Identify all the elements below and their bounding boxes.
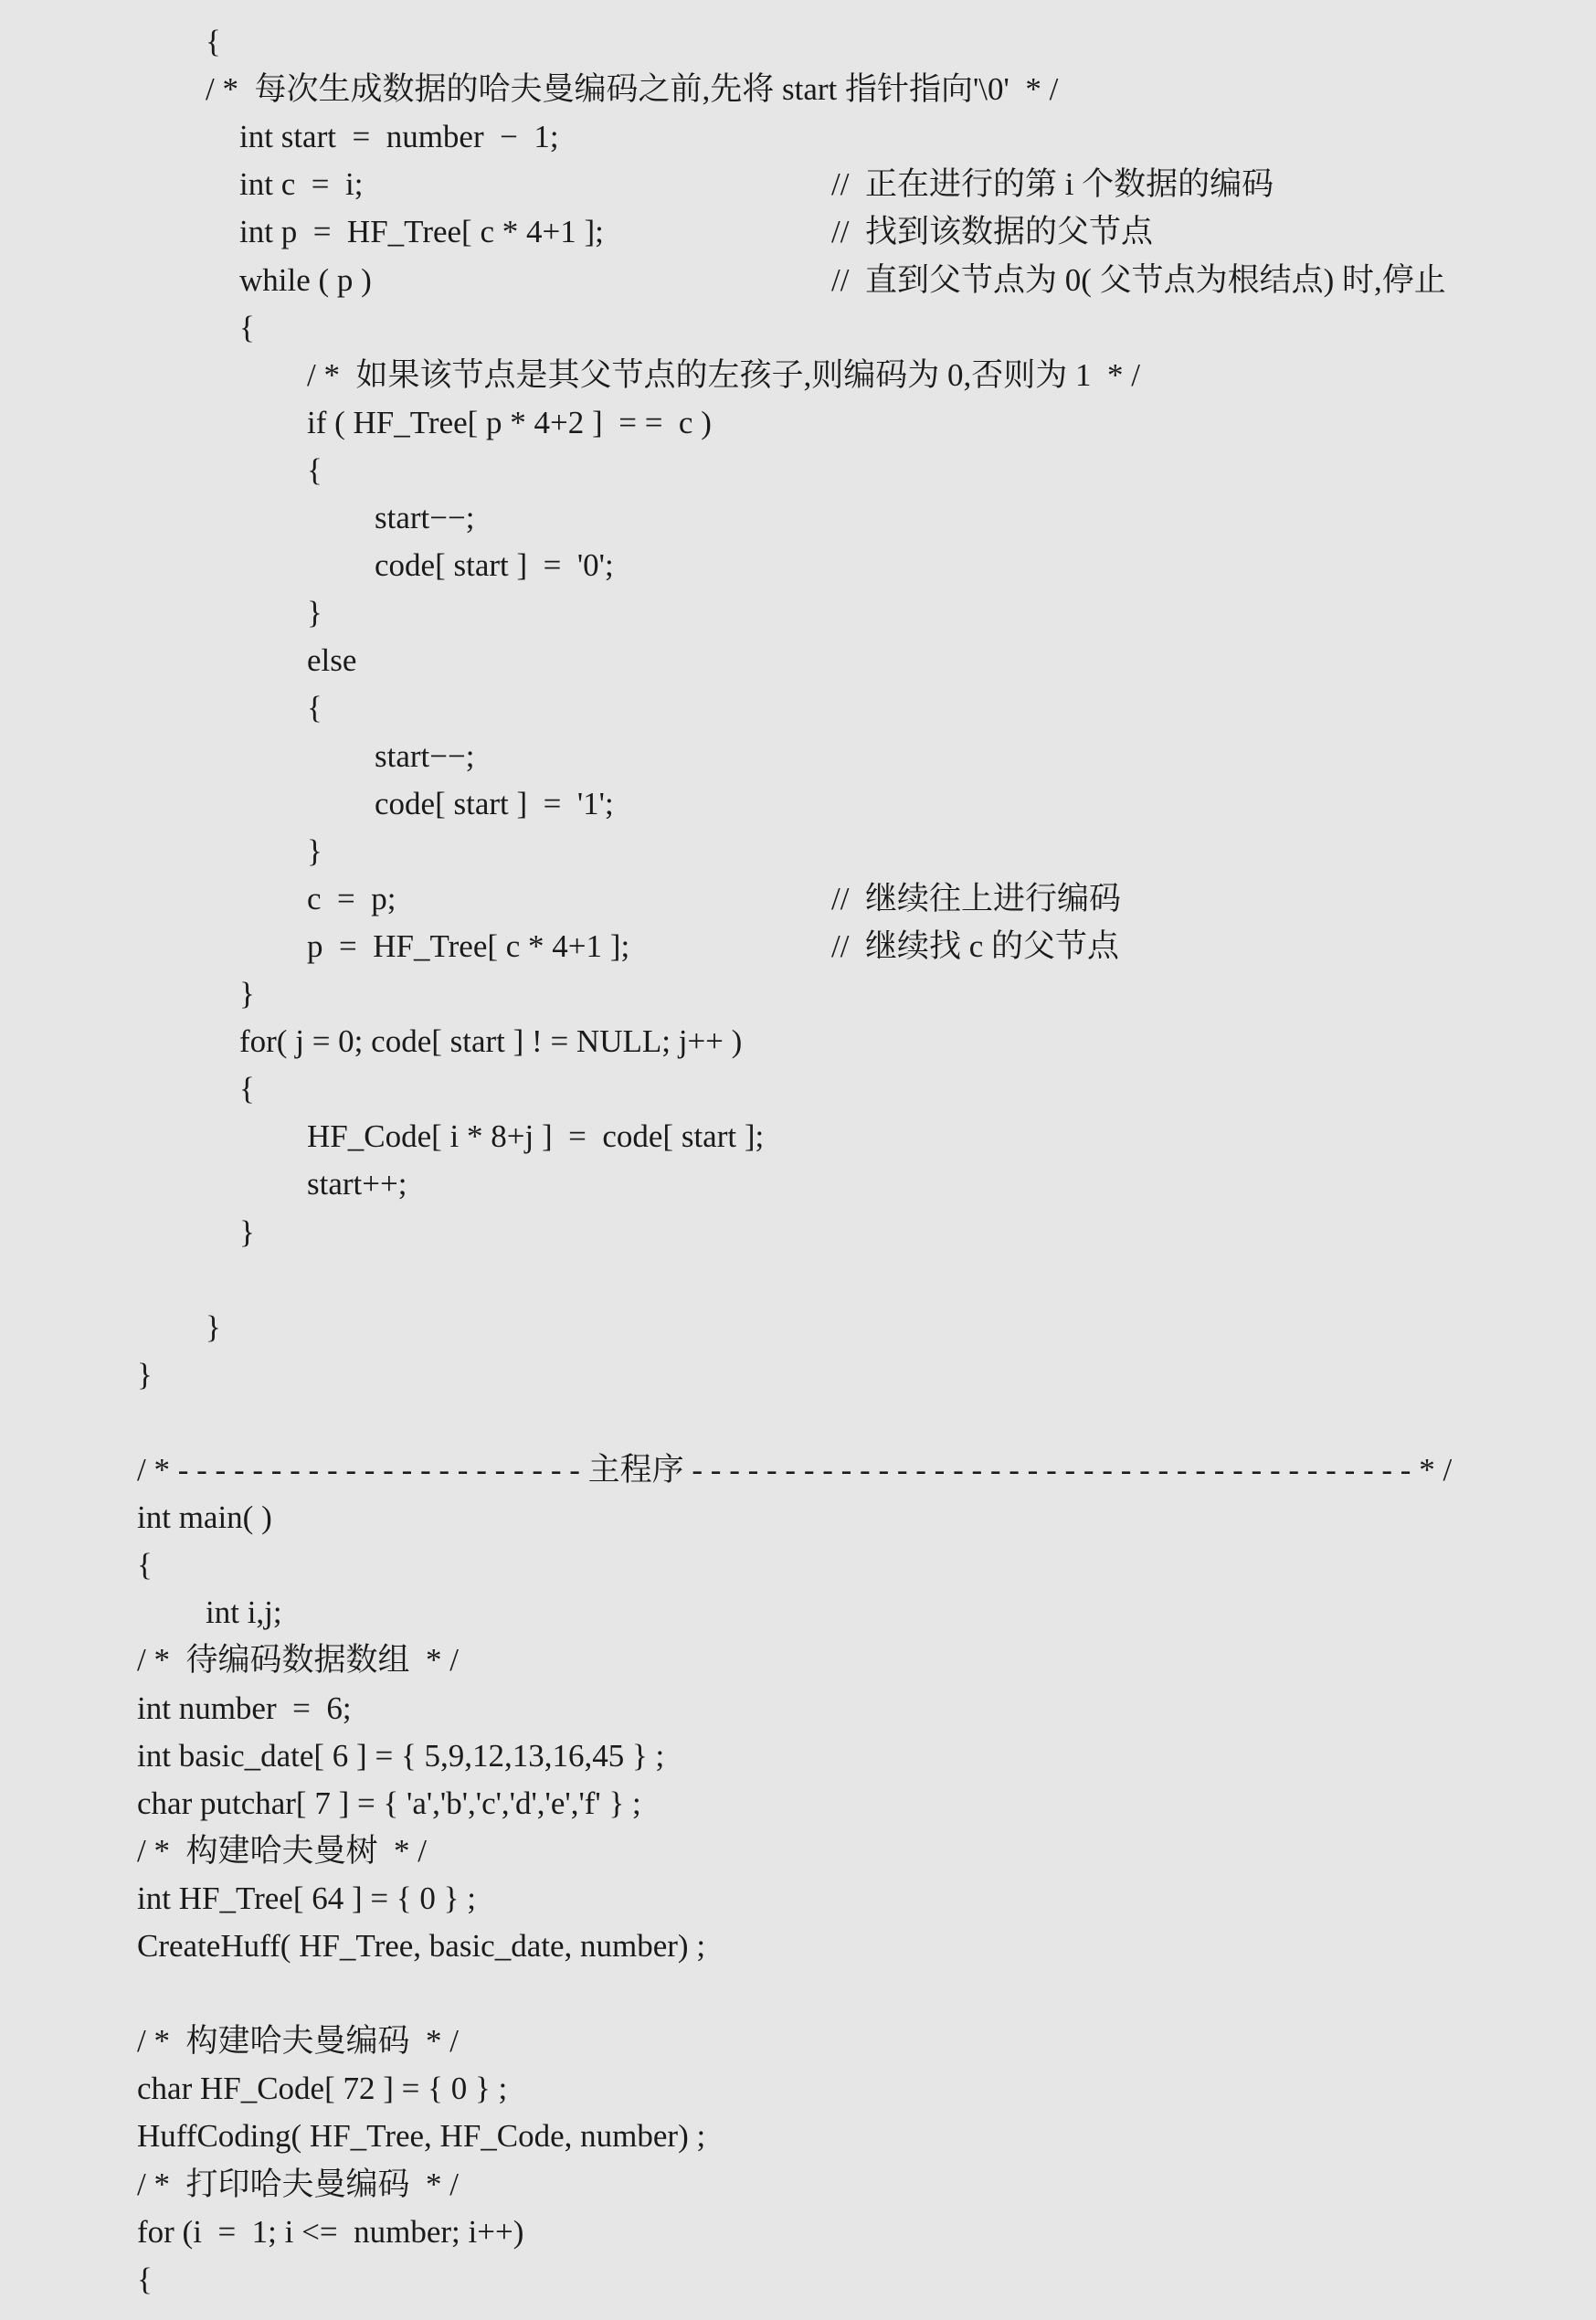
code-text: / * 打印哈夫曼编码 * / <box>137 2166 459 2202</box>
code-text: int start = number − 1; <box>239 119 559 155</box>
code-text: while ( p ) <box>239 261 372 298</box>
code-text: } <box>239 976 255 1012</box>
code-line <box>0 1209 1596 1256</box>
code-comment: // 继续找 c 的父节点 <box>831 927 1119 964</box>
code-line <box>0 589 1596 637</box>
code-text: start++; <box>307 1166 407 1202</box>
code-line <box>0 257 1596 304</box>
code-line <box>0 2113 1596 2160</box>
code-text: { <box>206 24 221 59</box>
code-text: } <box>307 595 322 631</box>
code-text: } <box>239 1213 255 1250</box>
code-comment: // 直到父节点为 0( 父节点为根结点) 时,停止 <box>831 261 1446 298</box>
code-text: else <box>307 642 357 679</box>
code-text: CreateHuff( HF_Tree, basic_date, number) ; <box>137 1928 706 1964</box>
code-line <box>0 1970 1596 2018</box>
code-line <box>0 447 1596 494</box>
code-line <box>0 1875 1596 1923</box>
code-text: p = HF_Tree[ c * 4+1 ]; <box>307 927 630 964</box>
code-line <box>0 2018 1596 2065</box>
code-line <box>0 828 1596 875</box>
code-text: int p = HF_Tree[ c * 4+1 ]; <box>239 214 604 250</box>
code-line <box>0 1685 1596 1732</box>
code-text: if ( HF_Tree[ p * 4+2 ] = = c ) <box>307 404 712 440</box>
code-line <box>0 2065 1596 2113</box>
code-line <box>0 1113 1596 1160</box>
code-line <box>0 1256 1596 1304</box>
code-line <box>0 970 1596 1018</box>
code-line <box>0 1446 1596 1494</box>
code-text: / * 构建哈夫曼编码 * / <box>137 2023 459 2060</box>
code-text: } <box>307 832 322 869</box>
code-line <box>0 304 1596 352</box>
code-text: int main( ) <box>137 1499 272 1536</box>
code-text: / * 待编码数据数组 * / <box>137 1642 459 1679</box>
code-text: code[ start ] = '0'; <box>375 547 614 584</box>
code-text: code[ start ] = '1'; <box>375 785 614 821</box>
code-text: for( j = 0; code[ start ] ! = NULL; j++ ) <box>239 1023 743 1060</box>
code-text: / * 每次生成数据的哈夫曼编码之前,先将 start 指针指向'\0' * / <box>206 71 1059 108</box>
code-line <box>0 1160 1596 1208</box>
code-line <box>0 684 1596 732</box>
code-line <box>0 542 1596 589</box>
code-line <box>0 1780 1596 1827</box>
code-text: HF_Code[ i * 8+j ] = code[ start ]; <box>307 1118 765 1155</box>
code-line <box>0 2209 1596 2256</box>
code-line <box>0 1018 1596 1065</box>
code-text: int HF_Tree[ 64 ] = { 0 } ; <box>137 1880 476 1916</box>
code-line <box>0 780 1596 828</box>
code-line <box>0 1399 1596 1446</box>
code-text: { <box>137 2261 153 2297</box>
code-line <box>0 875 1596 923</box>
code-text: { <box>307 690 322 726</box>
code-text: for (i = 1; i <= number; i++) <box>137 2213 524 2250</box>
code-text: int basic_date[ 6 ] = { 5,9,12,13,16,45 } ; <box>137 1737 665 1774</box>
code-text: int number = 6; <box>137 1690 352 1726</box>
code-comment: // 找到该数据的父节点 <box>831 214 1153 250</box>
code-text: HuffCoding( HF_Tree, HF_Code, number) ; <box>137 2118 706 2155</box>
code-text: } <box>206 1308 221 1345</box>
code-text: { <box>239 1071 255 1107</box>
code-line <box>0 1494 1596 1541</box>
code-line <box>0 1065 1596 1113</box>
code-line <box>0 1637 1596 1684</box>
code-line <box>0 2256 1596 2304</box>
code-text: / * 如果该节点是其父节点的左孩子,则编码为 0,否则为 1 * / <box>307 356 1140 393</box>
code-line <box>0 352 1596 399</box>
code-line <box>0 1541 1596 1589</box>
code-line <box>0 66 1596 113</box>
code-text: c = p; <box>307 880 396 916</box>
code-line <box>0 1732 1596 1780</box>
code-text: { <box>137 1547 153 1584</box>
code-line <box>0 2161 1596 2209</box>
code-text: char putchar[ 7 ] = { 'a','b','c','d','e','f' } ; <box>137 1785 641 1821</box>
code-line <box>0 1589 1596 1637</box>
code-line <box>0 923 1596 970</box>
code-text: char HF_Code[ 72 ] = { 0 } ; <box>137 2071 508 2107</box>
code-line <box>0 161 1596 208</box>
code-text: { <box>239 309 255 345</box>
code-text: / * 构建哈夫曼树 * / <box>137 1832 427 1869</box>
code-text: int c = i; <box>239 166 364 203</box>
code-line <box>0 494 1596 542</box>
code-text: start−−; <box>375 737 475 774</box>
code-comment: // 正在进行的第 i 个数据的编码 <box>831 166 1274 203</box>
code-line <box>0 637 1596 684</box>
code-line <box>0 1351 1596 1399</box>
code-line <box>0 18 1596 66</box>
code-line <box>0 1304 1596 1351</box>
code-text: { <box>307 451 322 488</box>
code-line <box>0 733 1596 780</box>
code-text: start−−; <box>375 500 475 535</box>
code-line <box>0 1827 1596 1875</box>
code-text: int i,j; <box>206 1594 282 1631</box>
code-line <box>0 1923 1596 1970</box>
code-comment: // 继续往上进行编码 <box>831 880 1121 916</box>
code-text: } <box>137 1356 153 1393</box>
code-line <box>0 208 1596 256</box>
code-line <box>0 399 1596 447</box>
code-text: / * - - - - - - - - - - - - - - - - - - - - - - 主程序 - - - - - - - - - - - - - - - - - - - - - - - - - - - - - - - - - - - - - - - * / <box>137 1452 1453 1488</box>
code-line <box>0 113 1596 161</box>
